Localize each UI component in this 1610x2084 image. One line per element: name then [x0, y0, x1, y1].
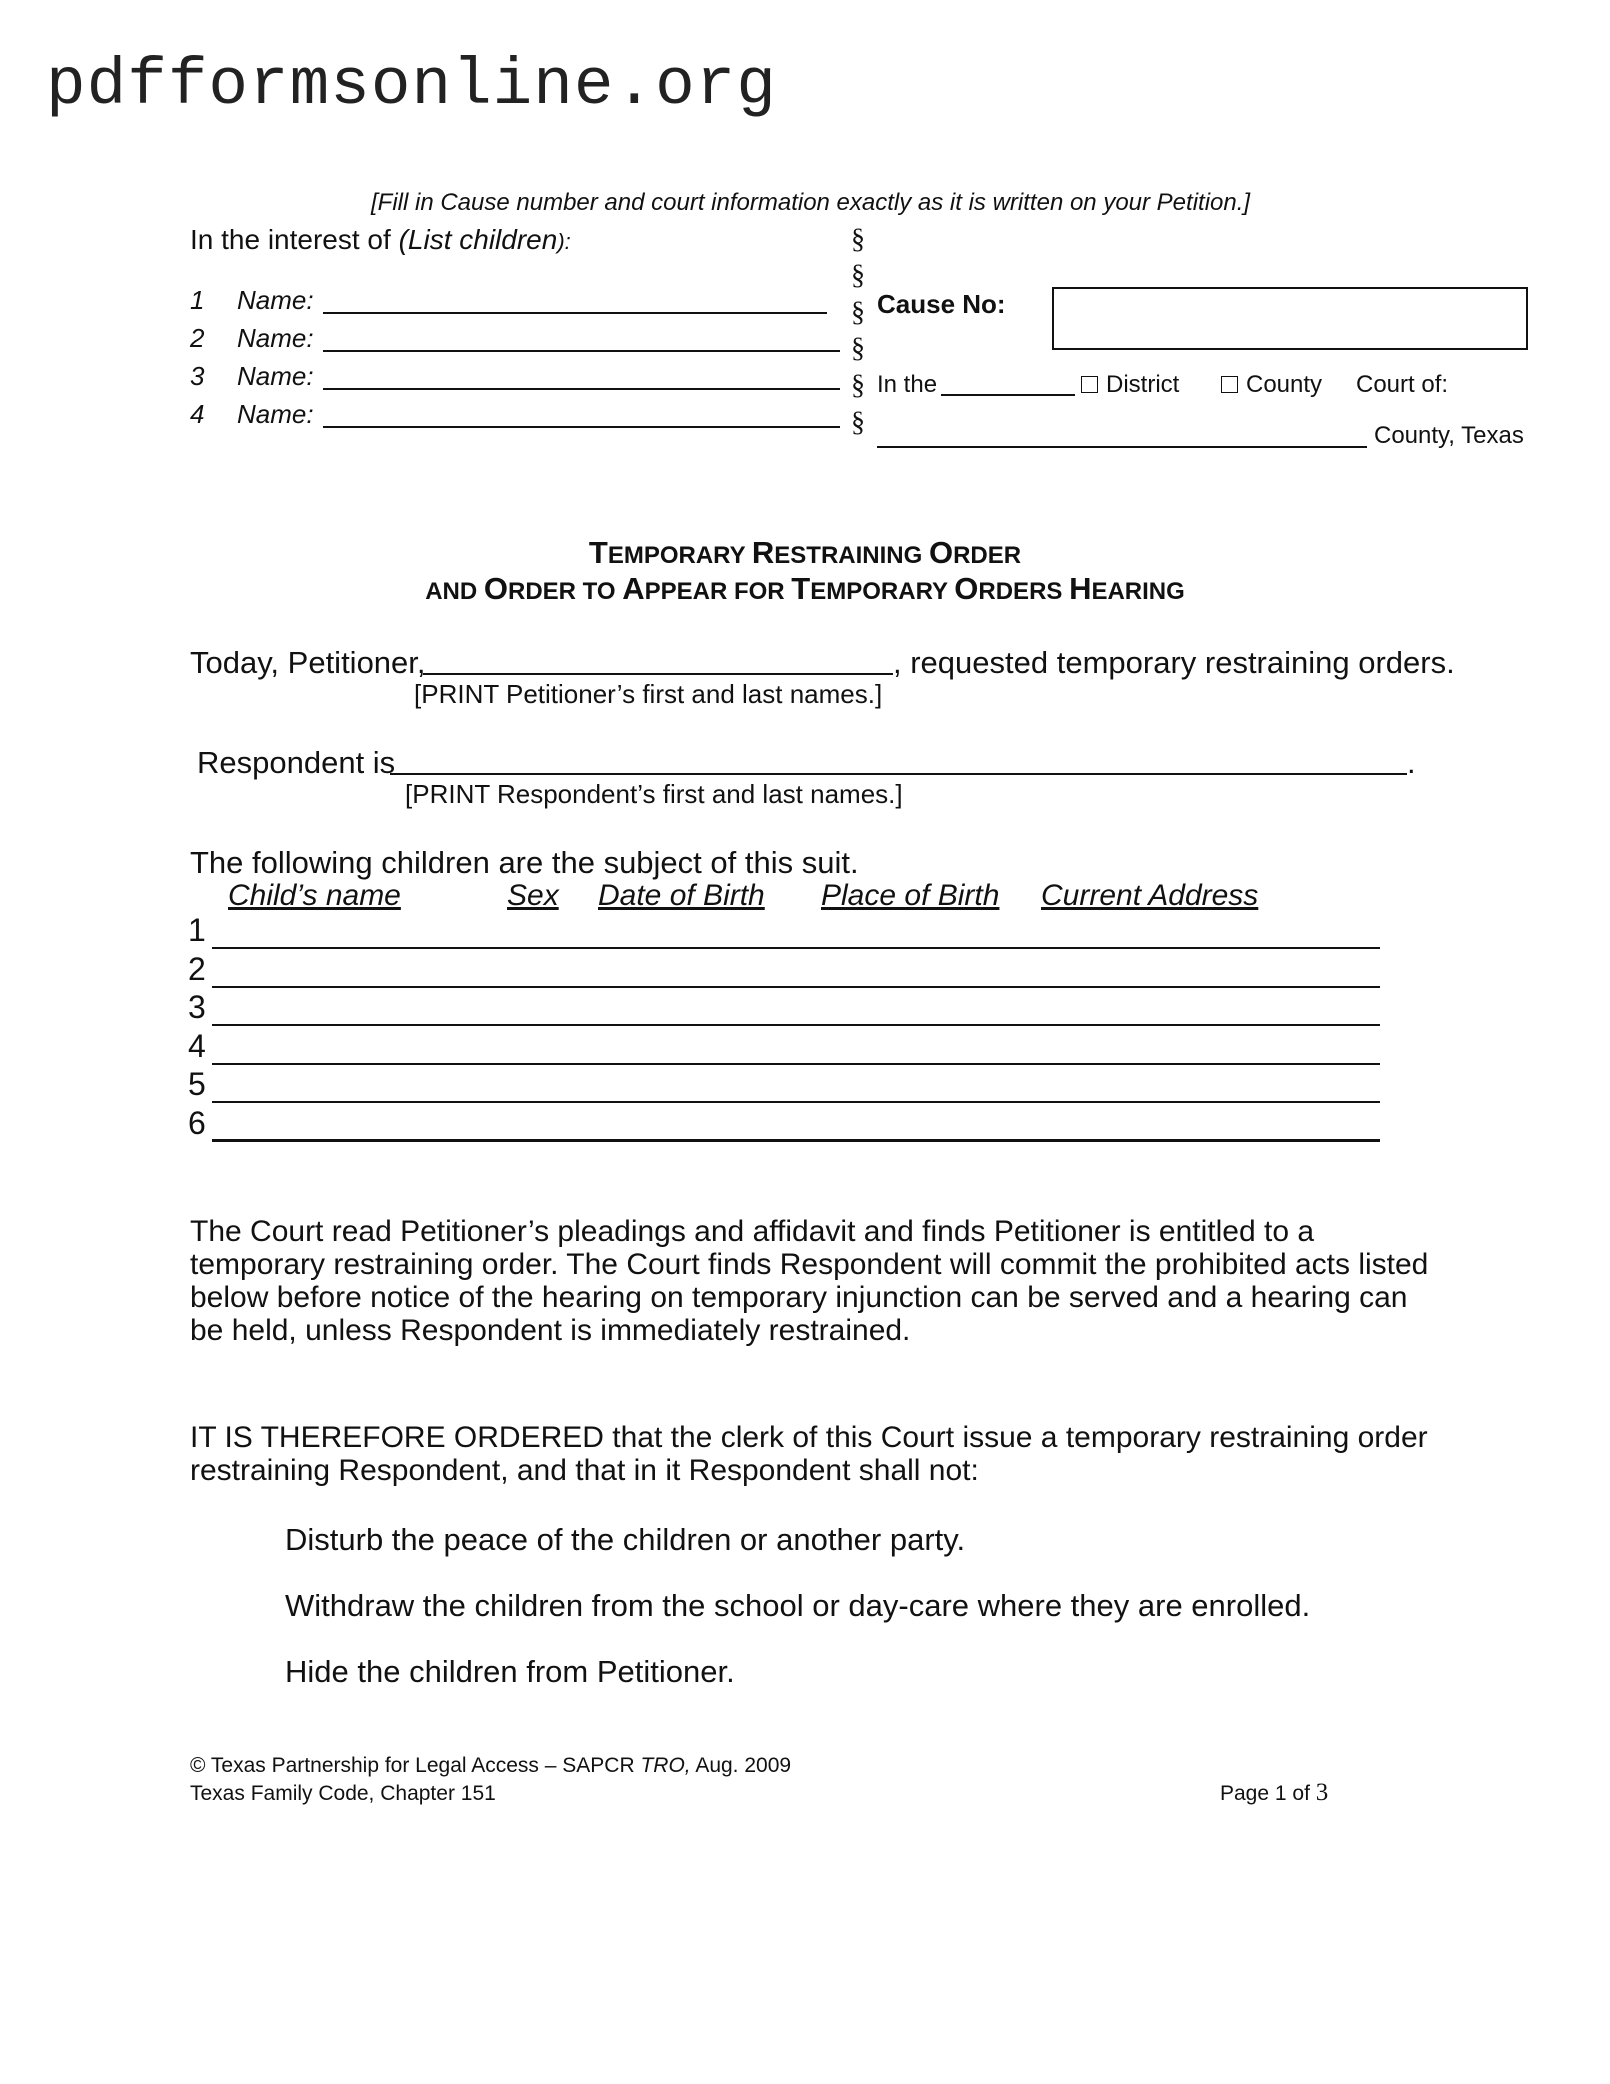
name-row-label: Name: — [237, 361, 314, 391]
name-row-num: 2 — [190, 323, 205, 353]
child-row-field[interactable] — [212, 1101, 1380, 1103]
petitioner-hint: [PRINT Petitioner’s first and last names.] — [414, 679, 883, 709]
section-symbol: § — [851, 333, 865, 364]
header-place-of-birth: Place of Birth — [821, 879, 1000, 912]
respondent-name-field[interactable] — [390, 773, 1407, 775]
child-row-number: 6 — [188, 1105, 206, 1141]
header-date-of-birth: Date of Birth — [598, 879, 765, 912]
child-name-field[interactable] — [323, 388, 840, 390]
in-the-label: In the — [877, 371, 938, 398]
county-name-field[interactable] — [877, 446, 1367, 448]
title-smallcaps: RDER TO — [507, 578, 623, 605]
title-smallcaps: RDER — [953, 542, 1022, 569]
section-symbol: § — [851, 370, 865, 401]
district-option[interactable] — [1081, 371, 1179, 399]
title-smallcaps: AND — [425, 578, 484, 605]
title-smallcaps: EARING — [1091, 578, 1185, 605]
court-finding-paragraph: The Court read Petitioner’s pleadings and affidavit and finds Petitioner is entitled to a temporary restraining order. The Court finds Respondent will commit the prohibited acts listed below before notice of the hearing on temporary injunction can be served and a hearing can be held, unless Respondent is immediately restrained. — [190, 1215, 1429, 1347]
children-intro: The following children are the subject of this suit. — [190, 845, 859, 880]
footer-page-total: 3 — [1315, 1779, 1329, 1806]
child-row-number: 2 — [188, 951, 206, 987]
petitioner-name-field[interactable] — [423, 673, 893, 675]
petitioner-prefix: Today, Petitioner, — [190, 645, 426, 680]
county-option[interactable] — [1221, 371, 1322, 399]
header-childs-name: Child’s name — [228, 879, 401, 912]
name-row-label: Name: — [237, 285, 314, 315]
county-texas-label: County, Texas — [1374, 422, 1524, 449]
court-number-field[interactable] — [941, 394, 1075, 396]
child-row-number: 3 — [188, 989, 206, 1025]
child-row-field[interactable] — [212, 947, 1380, 949]
section-symbol: § — [851, 297, 865, 328]
child-row-field[interactable] — [212, 1024, 1380, 1026]
court-of-label: Court of: — [1356, 371, 1449, 398]
respondent-hint: [PRINT Respondent’s first and last names.] — [405, 779, 903, 809]
title-smallcaps: EMPORARY — [607, 542, 752, 569]
name-row-label: Name: — [237, 323, 314, 353]
child-name-field[interactable] — [323, 426, 840, 428]
interest-heading — [190, 224, 571, 256]
district-checkbox[interactable] — [1081, 376, 1098, 393]
petitioner-suffix: , requested temporary restraining orders. — [893, 645, 1455, 680]
title-cap: O — [483, 571, 508, 606]
district-label: District — [1106, 371, 1180, 398]
cause-no-field[interactable] — [1052, 287, 1528, 350]
child-row-field[interactable] — [212, 1139, 1380, 1142]
ordered-paragraph: IT IS THEREFORE ORDERED that the clerk of this Court issue a temporary restraining order restraining Respondent, and that in it Respondent shall not: — [190, 1421, 1428, 1487]
respondent-suffix: . — [1407, 745, 1416, 780]
interest-list-children: List children — [407, 224, 558, 255]
title-smallcaps: EMPORARY — [810, 578, 955, 605]
child-row-number: 1 — [188, 912, 206, 948]
footer-copyright-suffix: Aug. 2009 — [690, 1754, 792, 1777]
section-symbol: § — [851, 260, 865, 291]
footer-copyright-prefix: © Texas Partnership for Legal Access – SAPCR — [190, 1754, 641, 1777]
title-cap: O — [954, 571, 979, 606]
section-symbol: § — [851, 407, 865, 438]
footer-code: Texas Family Code, Chapter 151 — [190, 1782, 496, 1805]
title-cap: T — [588, 535, 608, 570]
title-cap: T — [791, 571, 811, 606]
header-sex: Sex — [507, 879, 559, 912]
name-row-num: 1 — [190, 285, 205, 315]
footer-copyright — [190, 1754, 791, 1778]
name-row-label: Name: — [237, 399, 314, 429]
prohibited-act: Withdraw the children from the school or day-care where they are enrolled. — [285, 1588, 1311, 1623]
document-title-line2 — [0, 571, 1610, 607]
child-name-field[interactable] — [323, 312, 827, 314]
footer-page — [1220, 1779, 1328, 1807]
title-smallcaps: ESTRAINING — [774, 542, 929, 569]
prohibited-act: Disturb the peace of the children or another party. — [285, 1522, 966, 1557]
section-symbol: § — [851, 224, 865, 255]
interest-paren-close: ): — [557, 229, 571, 254]
child-row-field[interactable] — [212, 986, 1380, 988]
footer-page-prefix: Page 1 of — [1220, 1782, 1316, 1805]
name-row-num: 4 — [190, 399, 205, 429]
interest-prefix: In the interest of — [190, 224, 399, 255]
child-row-field[interactable] — [212, 1063, 1380, 1065]
document-title-line1 — [0, 535, 1610, 571]
county-label: County — [1246, 371, 1323, 398]
caption-instruction: [Fill in Cause number and court information exactly as it is written on your Petition.] — [371, 189, 1251, 216]
respondent-prefix: Respondent is — [197, 745, 396, 780]
title-smallcaps: RDERS — [978, 578, 1070, 605]
child-name-field[interactable] — [323, 350, 840, 352]
title-cap: R — [751, 535, 775, 570]
interest-paren-open: ( — [398, 224, 408, 255]
child-row-number: 5 — [188, 1066, 206, 1102]
footer-copyright-italic: TRO, — [640, 1754, 691, 1777]
site-logo: pdfformsonline.org — [46, 48, 777, 123]
title-cap: H — [1069, 571, 1092, 606]
title-cap: A — [622, 571, 645, 606]
child-row-number: 4 — [188, 1028, 206, 1064]
title-cap: O — [928, 535, 954, 570]
prohibited-act: Hide the children from Petitioner. — [285, 1654, 735, 1689]
cause-no-label: Cause No: — [877, 289, 1006, 319]
county-checkbox[interactable] — [1221, 376, 1238, 393]
title-smallcaps: PPEAR FOR — [644, 578, 792, 605]
header-current-address: Current Address — [1041, 879, 1259, 912]
name-row-num: 3 — [190, 361, 205, 391]
